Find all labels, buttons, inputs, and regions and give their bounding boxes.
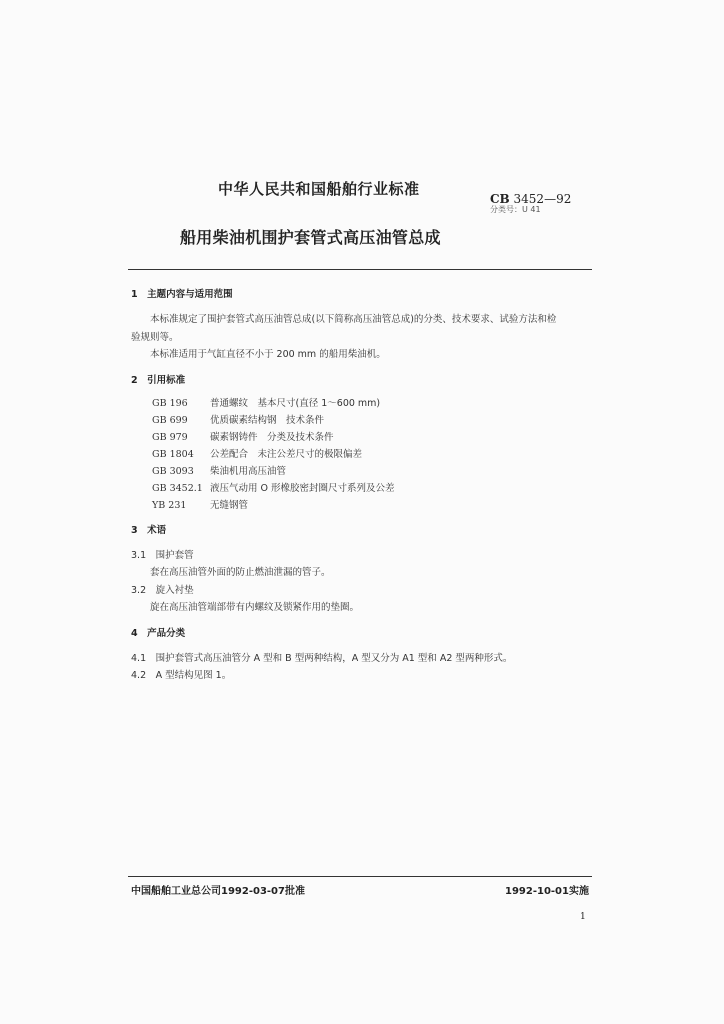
reference-title: 优质碳素结构钢 技术条件	[210, 415, 325, 426]
reference-item	[152, 497, 248, 511]
page-number: 1	[580, 912, 586, 922]
classification-code: 分类号：U 41	[490, 205, 541, 214]
header-divider	[128, 269, 592, 270]
section-2-heading: 2 引用标准	[131, 375, 186, 386]
reference-code: GB 699	[152, 415, 188, 426]
reference-code: GB 979	[152, 432, 188, 443]
effective-date: 1992-10-01实施	[505, 886, 589, 897]
document-title: 船用柴油机围护套管式高压油管总成	[180, 228, 441, 247]
reference-title: 普通螺纹 基本尺寸(直径 1～600 mm)	[210, 398, 381, 409]
reference-code: GB 1804	[152, 449, 194, 460]
section-4-heading: 4 产品分类	[131, 628, 186, 639]
reference-title: 液压气动用 O 形橡胶密封圈尺寸系列及公差	[210, 483, 395, 494]
reference-item	[152, 412, 324, 426]
reference-title: 柴油机用高压油管	[210, 466, 287, 477]
code-prefix: CB	[490, 192, 510, 206]
reference-item	[152, 480, 395, 494]
section-1-paragraph-1-line-2: 验规则等。	[131, 332, 179, 343]
reference-item	[152, 429, 334, 443]
reference-title: 公差配合 未注公差尺寸的极限偏差	[210, 449, 363, 460]
code-number: 3452—92	[513, 192, 572, 206]
section-1-heading: 1 主题内容与适用范围	[131, 289, 233, 300]
reference-code: GB 3093	[152, 466, 194, 477]
term-3-1-definition: 套在高压油管外面的防止燃油泄漏的管子。	[150, 567, 331, 578]
issuing-org: 中华人民共和国船舶行业标准	[218, 180, 420, 198]
reference-item	[152, 446, 362, 460]
reference-item	[152, 463, 286, 477]
clause-4-2: 4.2 A 型结构见图 1。	[131, 670, 232, 681]
clause-4-1: 4.1 围护套管式高压油管分 A 型和 B 型两种结构，A 型又分为 A1 型和 A2 型两种形式。	[131, 653, 513, 664]
term-3-1-heading: 3.1 围护套管	[131, 550, 194, 561]
section-1-paragraph-1-line-1: 本标准规定了围护套管式高压油管总成(以下简称高压油管总成)的分类、技术要求、试验方法和检	[150, 314, 557, 325]
section-3-heading: 3 术语	[131, 525, 167, 536]
reference-item	[152, 395, 380, 409]
reference-code: GB 196	[152, 398, 188, 409]
section-1-paragraph-2: 本标准适用于气缸直径不小于 200 mm 的船用柴油机。	[150, 349, 386, 360]
reference-code: GB 3452.1	[152, 483, 203, 494]
term-3-2-heading: 3.2 旋入衬垫	[131, 585, 194, 596]
footer-divider	[128, 876, 592, 877]
term-3-2-definition: 旋在高压油管端部带有内螺纹及锁紧作用的垫圈。	[150, 602, 360, 613]
reference-title: 无缝钢管	[210, 500, 249, 511]
reference-title: 碳素钢铸件 分类及技术条件	[210, 432, 334, 443]
reference-code: YB 231	[152, 500, 187, 511]
approval-line: 中国船舶工业总公司1992-03-07批准	[131, 886, 305, 897]
